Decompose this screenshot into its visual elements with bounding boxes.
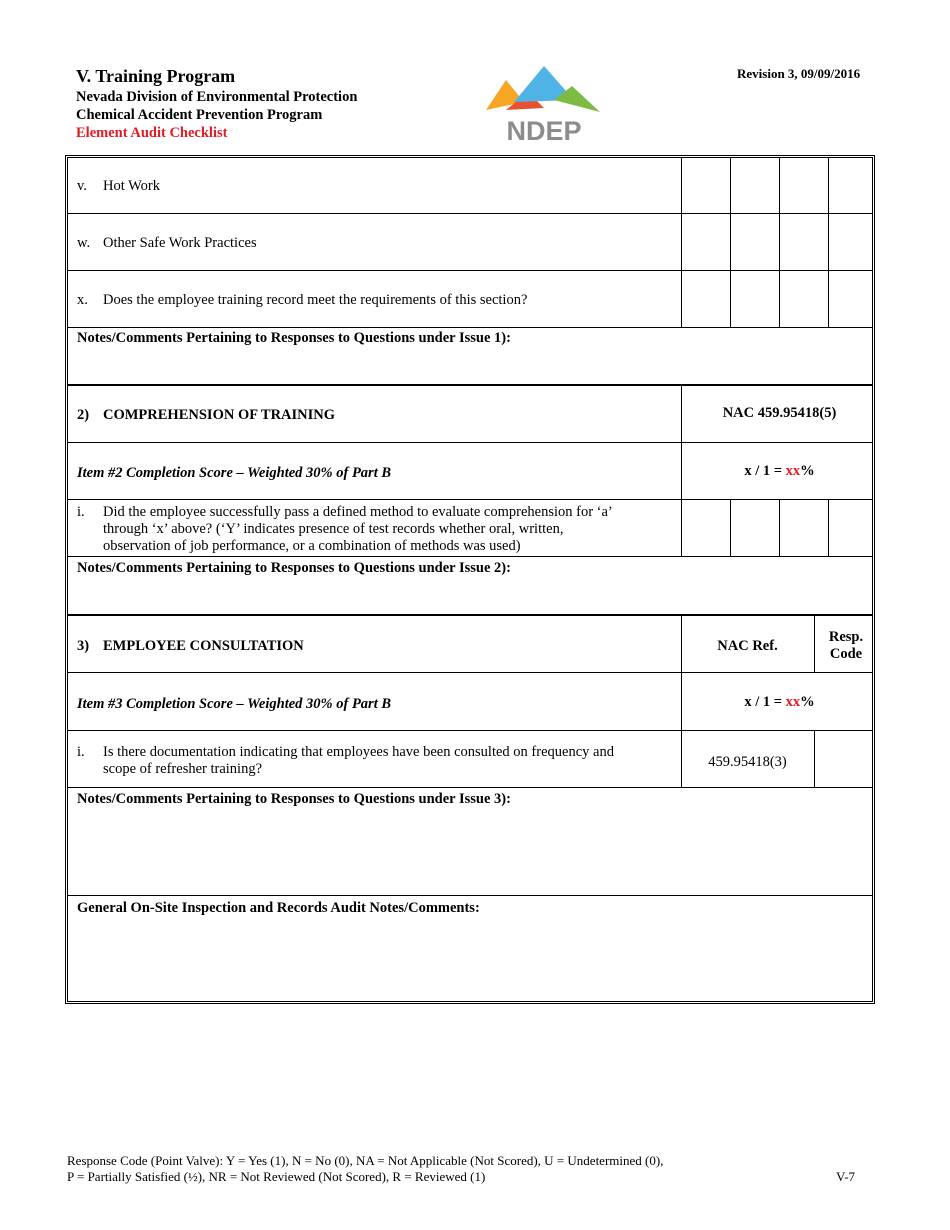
question-training-record: Does the employee training record meet the requirements of this section? [103, 292, 528, 308]
revision-label: Revision 3, 09/09/2016 [737, 66, 861, 81]
issue3-score: x / 1 = xx% [744, 694, 815, 710]
general-notes-label: General On-Site Inspection and Records Audit Notes/Comments: [77, 900, 480, 916]
issue3-number: 3) [77, 638, 90, 654]
logo-text: NDEP [506, 116, 582, 144]
row-letter: x. [77, 292, 88, 308]
issue2-score: x / 1 = xx% [744, 463, 815, 479]
question-other-safe-work: Other Safe Work Practices [103, 235, 257, 251]
issue3-score-label: Item #3 Completion Score – Weighted 30% of Part B [77, 696, 392, 712]
issue2-heading: COMPREHENSION OF TRAINING [103, 407, 336, 423]
question-comprehension: Did the employee successfully pass a defined method to evaluate comprehension for ‘a’ through ‘x’ above? (‘Y’ indicates presence of test records whether oral, written, observation of job performance, or a combination of methods was used) [103, 504, 613, 554]
issue2-notes-label: Notes/Comments Pertaining to Responses to Questions under Issue 2): [77, 560, 511, 576]
response-code-legend: Response Code (Point Valve): Y = Yes (1), N = No (0), NA = Not Applicable (Not Scored), U = Undetermined (0), P = Partially Satisfied (½), NR = Not Reviewed (Not Scored), R = Reviewed (1) [67, 1153, 664, 1184]
row-letter: v. [77, 178, 87, 194]
page-number: V-7 [836, 1169, 856, 1184]
org-name: Nevada Division of Environmental Protection [76, 89, 358, 105]
checklist-label: Element Audit Checklist [76, 125, 228, 141]
question-consultation: Is there documentation indicating that employees have been consulted on frequency and scope of refresher training? [103, 744, 614, 777]
issue3-heading: EMPLOYEE CONSULTATION [103, 638, 304, 654]
issue2-number: 2) [77, 407, 90, 423]
program-name: Chemical Accident Prevention Program [76, 107, 323, 123]
issue3-notes-label: Notes/Comments Pertaining to Responses to Questions under Issue 3): [77, 791, 511, 807]
checklist-table [65, 155, 875, 1004]
issue1-notes-label: Notes/Comments Pertaining to Responses to Questions under Issue 1): [77, 330, 511, 346]
issue2-score-label: Item #2 Completion Score – Weighted 30% of Part B [77, 465, 392, 481]
row-letter: i. [77, 504, 85, 520]
page-title: V. Training Program [76, 66, 236, 86]
question-nac-ref: 459.95418(3) [708, 754, 787, 770]
issue2-nac-ref: NAC 459.95418(5) [722, 405, 837, 421]
row-letter: w. [77, 235, 91, 251]
ndep-logo [484, 62, 604, 144]
question-hot-work: Hot Work [103, 178, 160, 194]
nac-ref-header: NAC Ref. [717, 638, 778, 654]
row-letter: i. [77, 744, 85, 760]
resp-code-header: Resp. Code [828, 629, 864, 662]
